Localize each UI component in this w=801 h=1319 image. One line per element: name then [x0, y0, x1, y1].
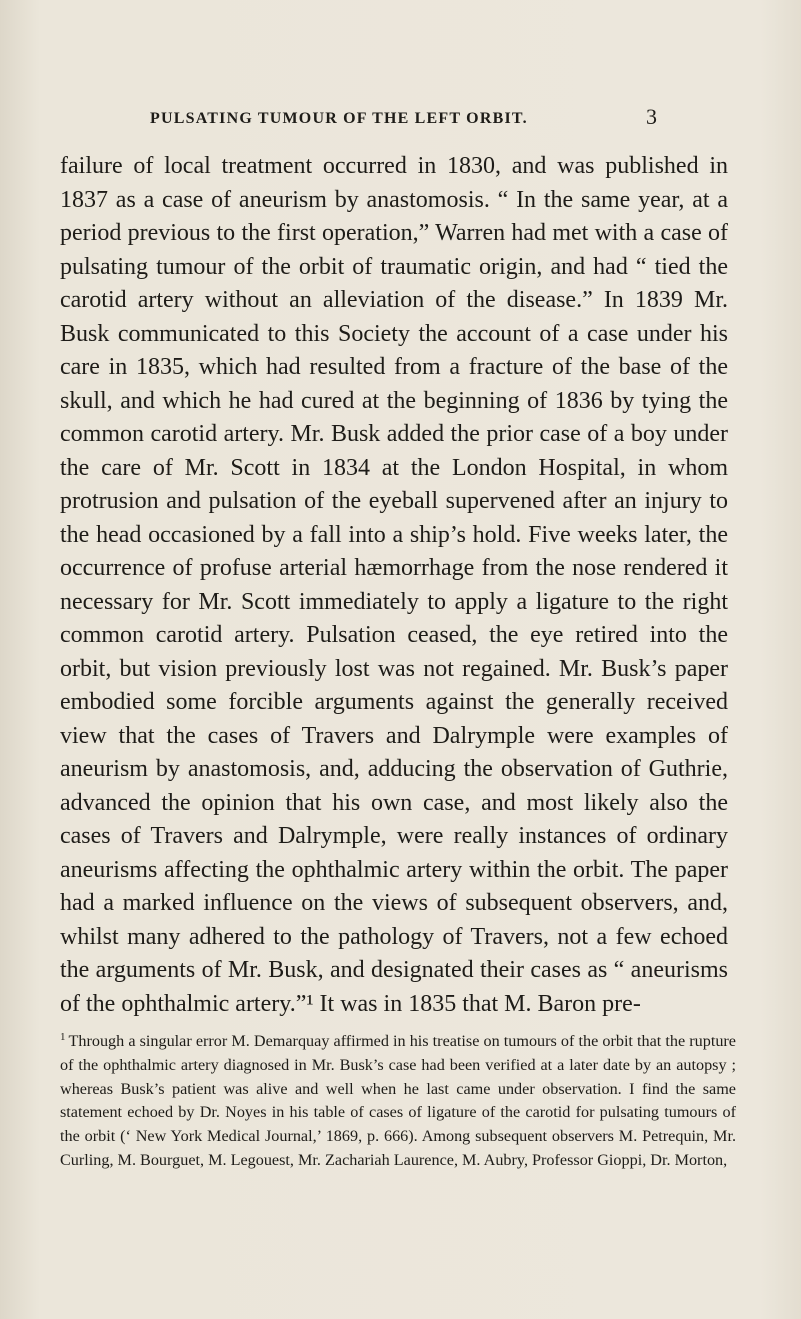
- footnote-marker: 1: [60, 1030, 66, 1043]
- page-number: 3: [646, 104, 657, 129]
- footnote: [60, 1030, 736, 1173]
- footnote-paragraph: [60, 1030, 736, 1173]
- body-text: [60, 150, 728, 1021]
- body-paragraph: failure of local treatment occurred in 1830, and was published in 1837 as a case of aneurism by anastomosis. “ In the same year, at a period previous to the first operation,” Warren had met with a case of pulsating tumour of the orbit of traumatic origin, and had “ tied the carotid artery without an alleviation of the disease.” In 1839 Mr. Busk communicated to this Society the account of a case under his care in 1835, which had resulted from a fracture of the base of the skull, and which he had cured at the beginning of 1836 by tying the common carotid artery. Mr. Busk added the prior case of a boy under the care of Mr. Scott in 1834 at the London Hospital, in whom protrusion and pulsation of the eyeball supervened after an injury to the head occasioned by a fall into a ship’s hold. Five weeks later, the occurrence of profuse arterial hæmorrhage from the nose rendered it necessary for Mr. Scott immediately to apply a ligature to the right common carotid artery. Pulsation ceased, the eye retired into the orbit, but vision previously lost was not regained. Mr. Busk’s paper embodied some forcible arguments against the generally received view that the cases of Travers and Dalrymple were examples of aneurism by anastomosis, and, adducing the observation of Guthrie, advanced the opinion that his own case, and most likely also the cases of Travers and Dalrymple, were really instances of ordinary aneurisms affecting the ophthalmic artery within the orbit. The paper had a marked influence on the views of subsequent observers, and, whilst many adhered to the pathology of Travers, not a few echoed the arguments of Mr. Busk, and designated their cases as “ aneurisms of the ophthalmic artery.”¹ It was in 1835 that M. Baron pre-: [60, 153, 728, 1017]
- footnote-text: Through a singular error M. Demarquay affirmed in his treatise on tumours of the orbit that the rupture of the ophthalmic artery diagnosed in Mr. Busk’s case had been verified at a later date by an autopsy ; whereas Busk’s patient was alive and well when he last came under observation. I find the same statement echoed by Dr. Noyes in his table of cases of ligature of the carotid for pulsating tumours of the orbit (‘ New York Medical Journal,’ 1869, p. 666). Among subsequent observers M. Petrequin, Mr. Curling, M. Bourguet, M. Legouest, Mr. Zachariah Laurence, M. Aubry, Professor Gioppi, Dr. Morton,: [60, 1032, 736, 1169]
- running-title: PULSATING TUMOUR OF THE LEFT ORBIT.: [150, 110, 528, 127]
